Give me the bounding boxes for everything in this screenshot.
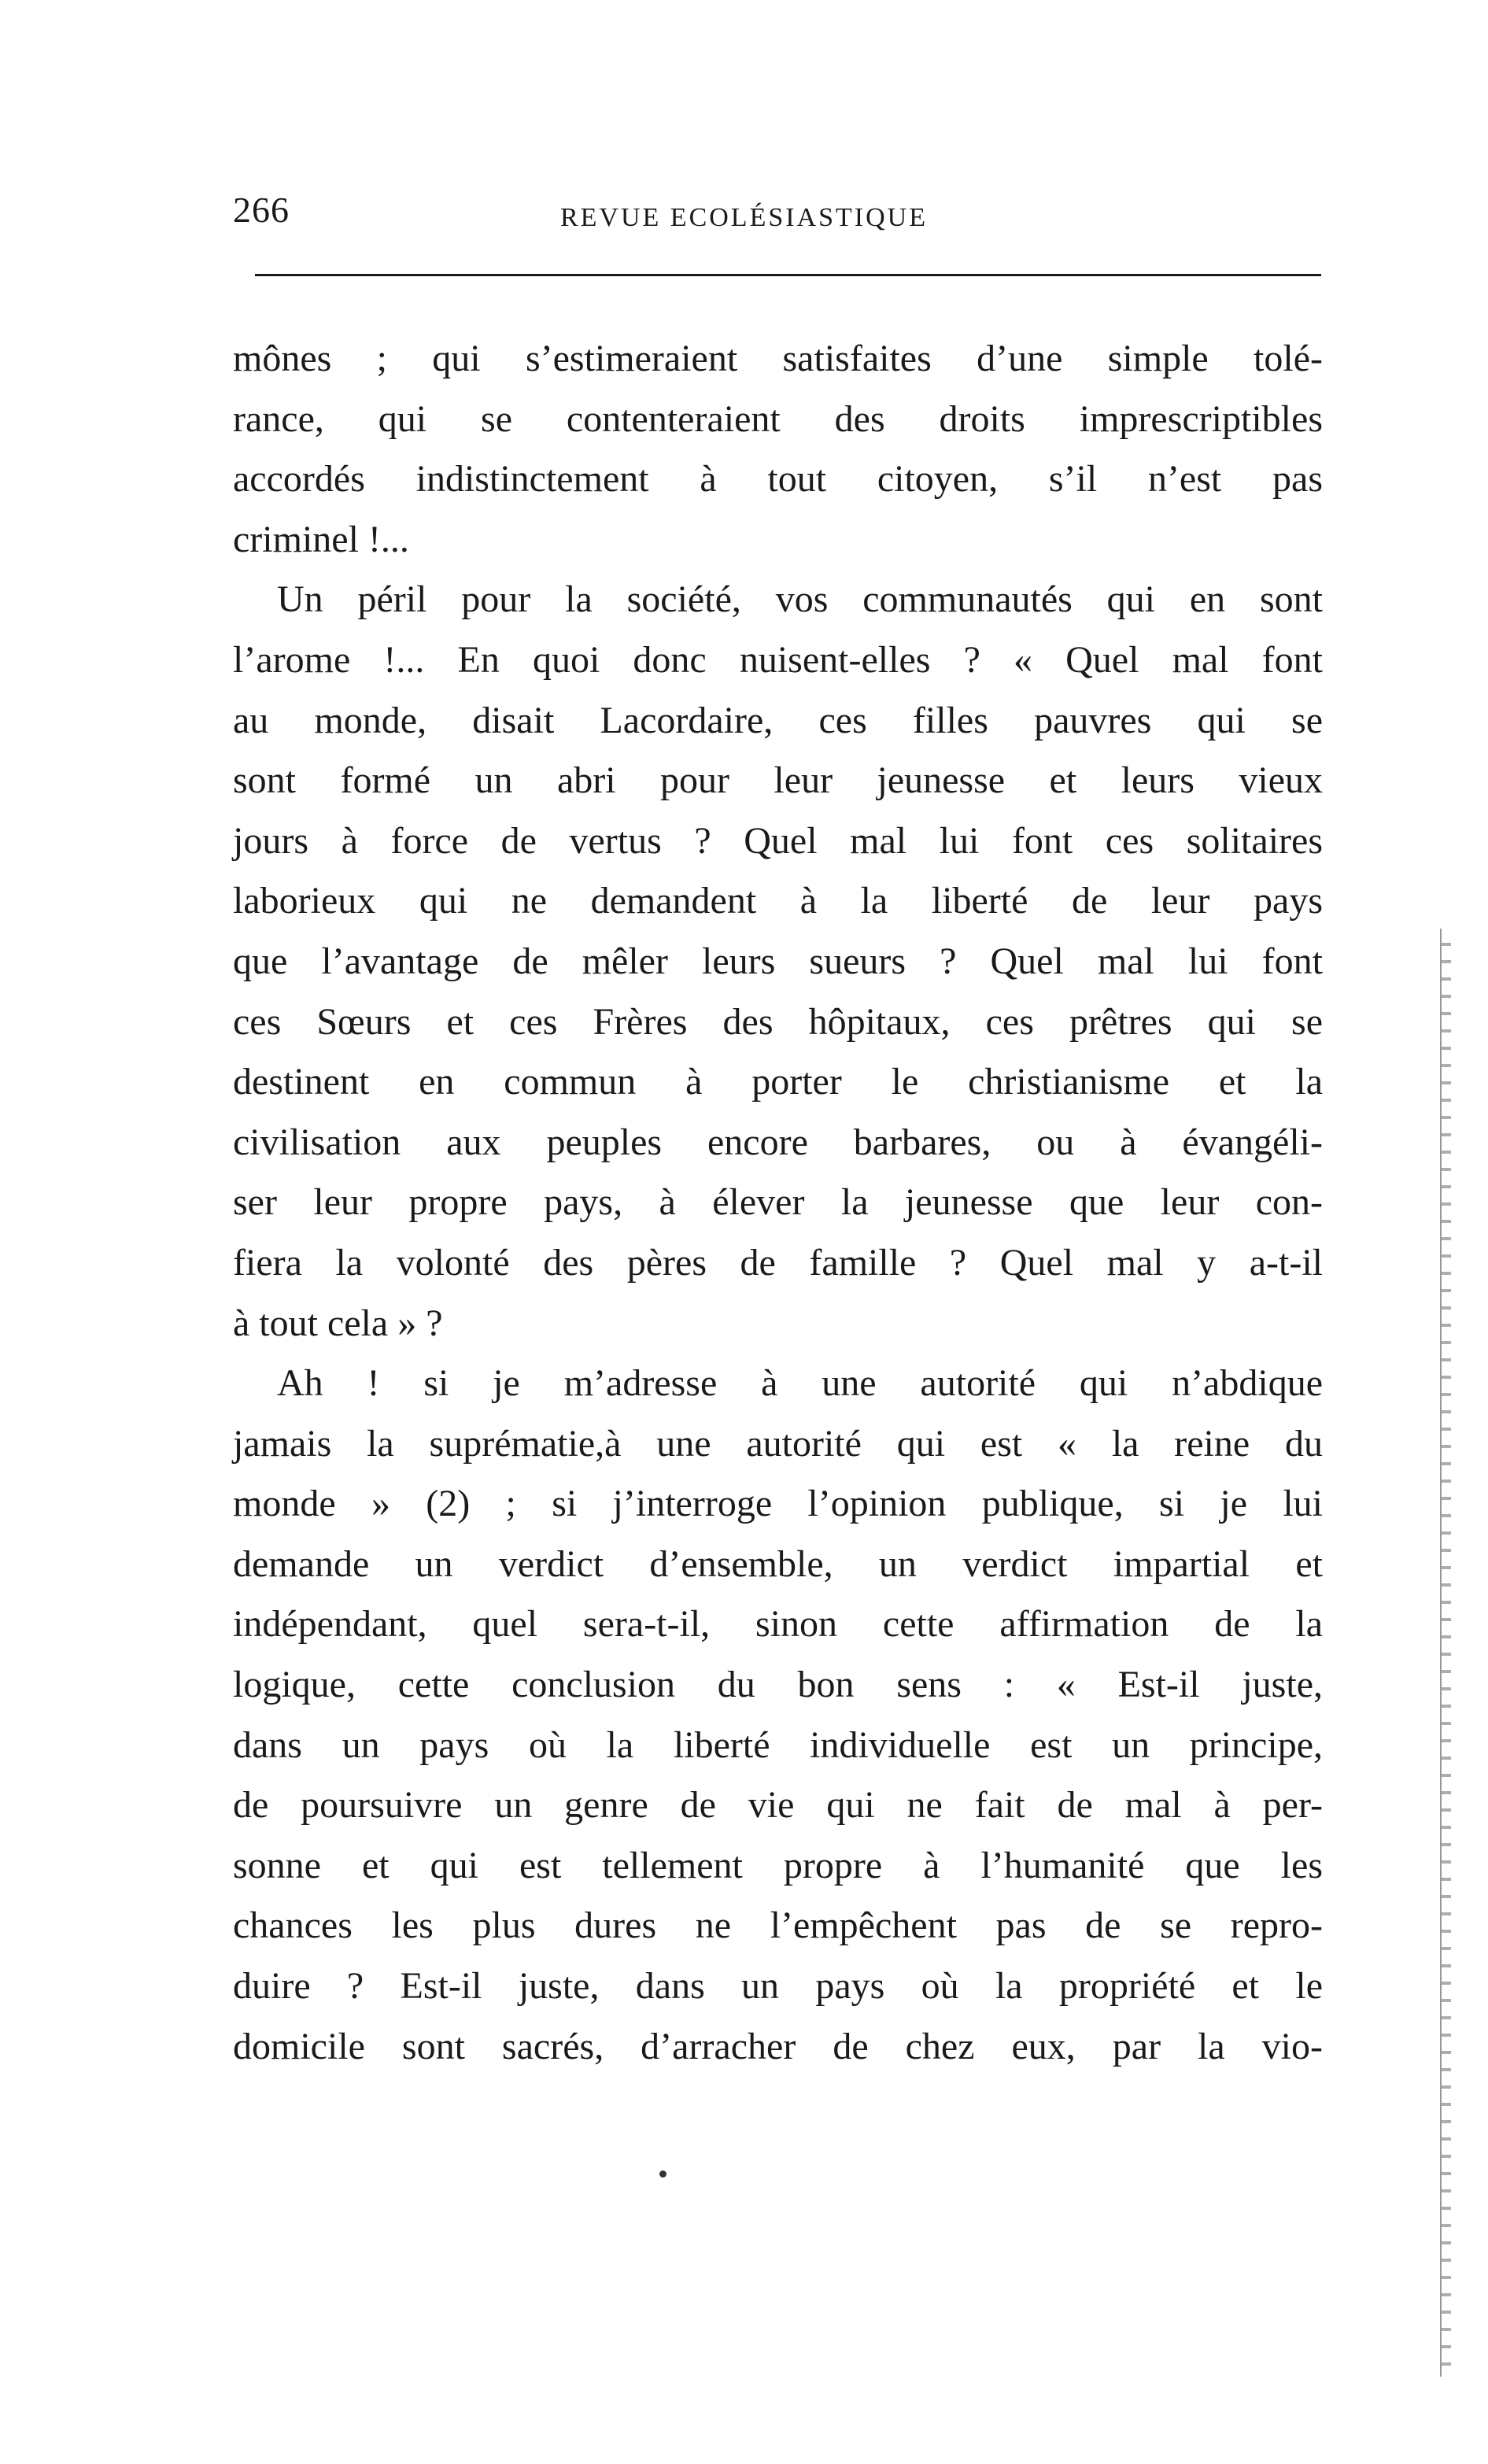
text-line: à tout cela » ? (233, 1302, 443, 1344)
text-line: chances les plus dures ne l’empêchent pas de se repro- (233, 1904, 1323, 1947)
body-text (233, 329, 1323, 2077)
text-line: sonne et qui est tellement propre à l’humanité que les (233, 1844, 1323, 1886)
text-line: domicile sont sacrés, d’arracher de chez eux, par la vio- (233, 2025, 1323, 2067)
header-rule (255, 274, 1321, 276)
text-line: accordés indistinctement à tout citoyen, s’il n’est pas (233, 458, 1323, 501)
text-line: Ah ! si je m’adresse à une autorité qui n’abdique (277, 1362, 1323, 1405)
text-line: rance, qui se contenteraient des droits imprescriptibles (233, 397, 1323, 440)
text-line: ces Sœurs et ces Frères des hôpitaux, ces prêtres qui se (233, 1000, 1323, 1043)
page-number: 266 (233, 190, 290, 230)
text-line: ser leur propre pays, à élever la jeunesse que leur con- (233, 1181, 1323, 1224)
text-line: fiera la volonté des pères de famille ? Quel mal y a-t-il (233, 1241, 1323, 1284)
running-head: REVUE ECOLÉSIASTIQUE (559, 203, 929, 232)
text-line: jamais la suprématie,à une autorité qui est « la reine du (233, 1422, 1323, 1465)
text-line: Un péril pour la société, vos communautés qui en sont (277, 578, 1323, 621)
printer-mark (659, 2170, 666, 2178)
binding-edge (1440, 929, 1451, 2377)
text-line: destinent en commun à porter le christianisme et la (233, 1061, 1323, 1103)
text-line: logique, cette conclusion du bon sens : « Est-il juste, (233, 1664, 1323, 1706)
text-line: duire ? Est-il juste, dans un pays où la propriété et le (233, 1965, 1323, 2008)
text-line: criminel !... (233, 518, 409, 560)
text-line: dans un pays où la liberté individuelle est un principe, (233, 1723, 1323, 1766)
text-line: laborieux qui ne demandent à la liberté de leur pays (233, 880, 1323, 922)
text-line: indépendant, quel sera-t-il, sinon cette affirmation de la (233, 1603, 1323, 1646)
text-line: jours à force de vertus ? Quel mal lui font ces solitaires (233, 819, 1323, 862)
text-line: l’arome !... En quoi donc nuisent-elles ? « Quel mal font (233, 638, 1323, 681)
text-line: mônes ; qui s’estimeraient satisfaites d’une simple tolé- (233, 338, 1323, 379)
text-line: au monde, disait Lacordaire, ces filles pauvres qui se (233, 699, 1323, 741)
text-line: de poursuivre un genre de vie qui ne fait de mal à per- (233, 1784, 1323, 1827)
text-line: civilisation aux peuples encore barbares, ou à évangéli- (233, 1121, 1323, 1163)
text-line: sont formé un abri pour leur jeunesse et leurs vieux (233, 759, 1323, 802)
text-line: monde » (2) ; si j’interroge l’opinion publique, si je lui (233, 1483, 1323, 1525)
text-line: demande un verdict d’ensemble, un verdict impartial et (233, 1542, 1323, 1585)
text-line: que l’avantage de mêler leurs sueurs ? Quel mal lui font (233, 940, 1323, 982)
